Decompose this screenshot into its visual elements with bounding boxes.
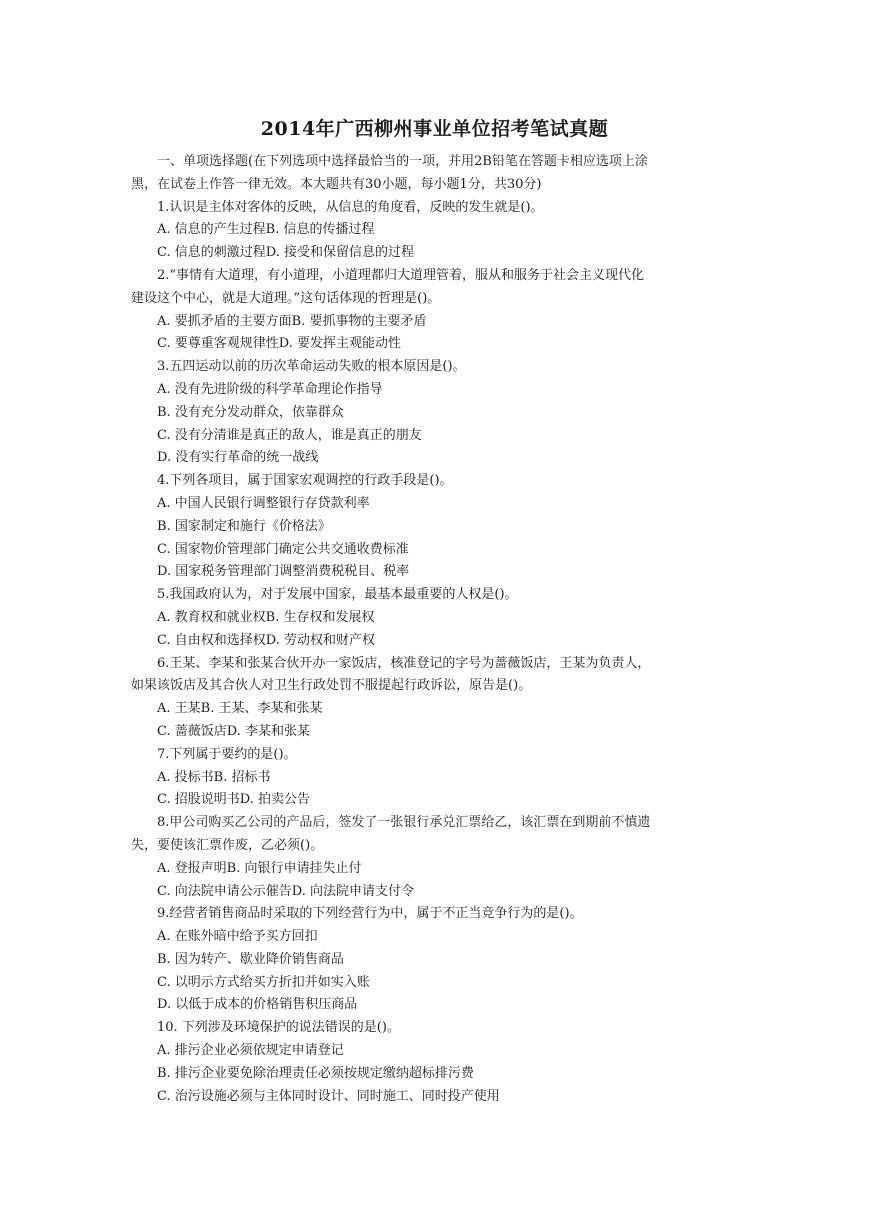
answer-option-line: C. 自由权和选择权D. 劳动权和财产权: [157, 632, 375, 648]
question-text-line: 一、单项选择题(在下列选项中选择最恰当的一项，并用2B铅笔在答题卡相应选项上涂: [157, 154, 648, 169]
answer-option-line: A. 排污企业必须依规定申请登记: [157, 1043, 344, 1059]
answer-option-line: C. 治污设施必须与主体同时设计、同时施工、同时投产使用: [157, 1088, 500, 1104]
document-title: 2014年广西柳州事业单位招考笔试真题: [260, 118, 609, 140]
question-text-line: 7.下列属于要约的是()。: [157, 746, 297, 762]
answer-option-line: B. 没有充分发动群众，依靠群众: [157, 404, 344, 420]
question-text-line: 3.五四运动以前的历次革命运动失败的根本原因是()。: [157, 359, 466, 375]
question-text-line: 5.我国政府认为，对于发展中国家，最基本最重要的人权是()。: [157, 587, 518, 603]
answer-option-line: A. 登报声明B. 向银行申请挂失止付: [157, 860, 362, 876]
question-text-line: 4.下列各项目，属于国家宏观调控的行政手段是()。: [157, 473, 453, 489]
answer-option-line: A. 在账外暗中给予买方回扣: [157, 929, 318, 945]
answer-option-line: A. 没有先进阶级的科学革命理论作指导: [157, 381, 383, 397]
answer-option-line: A. 要抓矛盾的主要方面B. 要抓事物的主要矛盾: [157, 313, 427, 329]
answer-option-line: B. 因为转产、歇业降价销售商品: [157, 951, 344, 967]
question-text-line: 黑，在试卷上作答一律无效。本大题共有30小题，每小题1分，共30分): [131, 176, 542, 192]
answer-option-line: B. 国家制定和施行《价格法》: [157, 518, 331, 534]
answer-option-line: C. 国家物价管理部门确定公共交通收费标准: [157, 541, 409, 557]
answer-option-line: A. 教育权和就业权B. 生存权和发展权: [157, 609, 375, 625]
answer-option-line: C. 要尊重客观规律性D. 要发挥主观能动性: [157, 336, 401, 352]
question-text-line: 6.王某、李某和张某合伙开办一家饭店，核准登记的字号为蔷薇饭店，王某为负责人，: [157, 655, 651, 671]
answer-option-line: C. 蔷薇饭店D. 李某和张某: [157, 723, 310, 739]
question-text-line: 如果该饭店及其合伙人对卫生行政处罚不服提起行政诉讼，原告是()。: [131, 678, 532, 694]
question-text-line: 1.认识是主体对客体的反映，从信息的角度看，反映的发生就是()。: [157, 199, 544, 215]
answer-option-line: B. 排污企业要免除治理责任必须按规定缴纳超标排污费: [157, 1065, 474, 1081]
answer-option-line: C. 向法院申请公示催告D. 向法院申请支付令: [157, 883, 414, 899]
answer-option-line: C. 没有分清谁是真正的敌人，谁是真正的朋友: [157, 427, 422, 443]
question-text-line: 建设这个中心，就是大道理。”这句话体现的哲理是()。: [131, 290, 441, 306]
question-text-line: 2.“事情有大道理，有小道理，小道理都归大道理管着，服从和服务于社会主义现代化: [157, 267, 645, 283]
answer-option-line: D. 国家税务管理部门调整消费税税目、税率: [157, 564, 410, 580]
question-text-line: 失，要使该汇票作废，乙必须()。: [131, 837, 324, 853]
answer-option-line: A. 王某B. 王某、李某和张某: [157, 701, 323, 717]
answer-option-line: C. 信息的刺激过程D. 接受和保留信息的过程: [157, 245, 414, 261]
answer-option-line: C. 以明示方式给买方折扣并如实入账: [157, 974, 370, 990]
answer-option-line: D. 没有实行革命的统一战线: [157, 450, 319, 466]
answer-option-line: D. 以低于成本的价格销售积压商品: [157, 997, 358, 1013]
question-text-line: 8.甲公司购买乙公司的产品后，签发了一张银行承兑汇票给乙，该汇票在到期前不慎遗: [157, 815, 651, 831]
question-text-line: 10. 下列涉及环境保护的说法错误的是()。: [157, 1020, 400, 1036]
answer-option-line: A. 中国人民银行调整银行存贷款利率: [157, 495, 370, 511]
question-text-line: 9.经营者销售商品时采取的下列经营行为中，属于不正当竞争行为的是()。: [157, 906, 583, 922]
answer-option-line: A. 信息的产生过程B. 信息的传播过程: [157, 222, 375, 238]
answer-option-line: C. 招股说明书D. 拍卖公告: [157, 792, 310, 808]
document-body: [131, 151, 742, 1108]
answer-option-line: A. 投标书B. 招标书: [157, 769, 271, 785]
